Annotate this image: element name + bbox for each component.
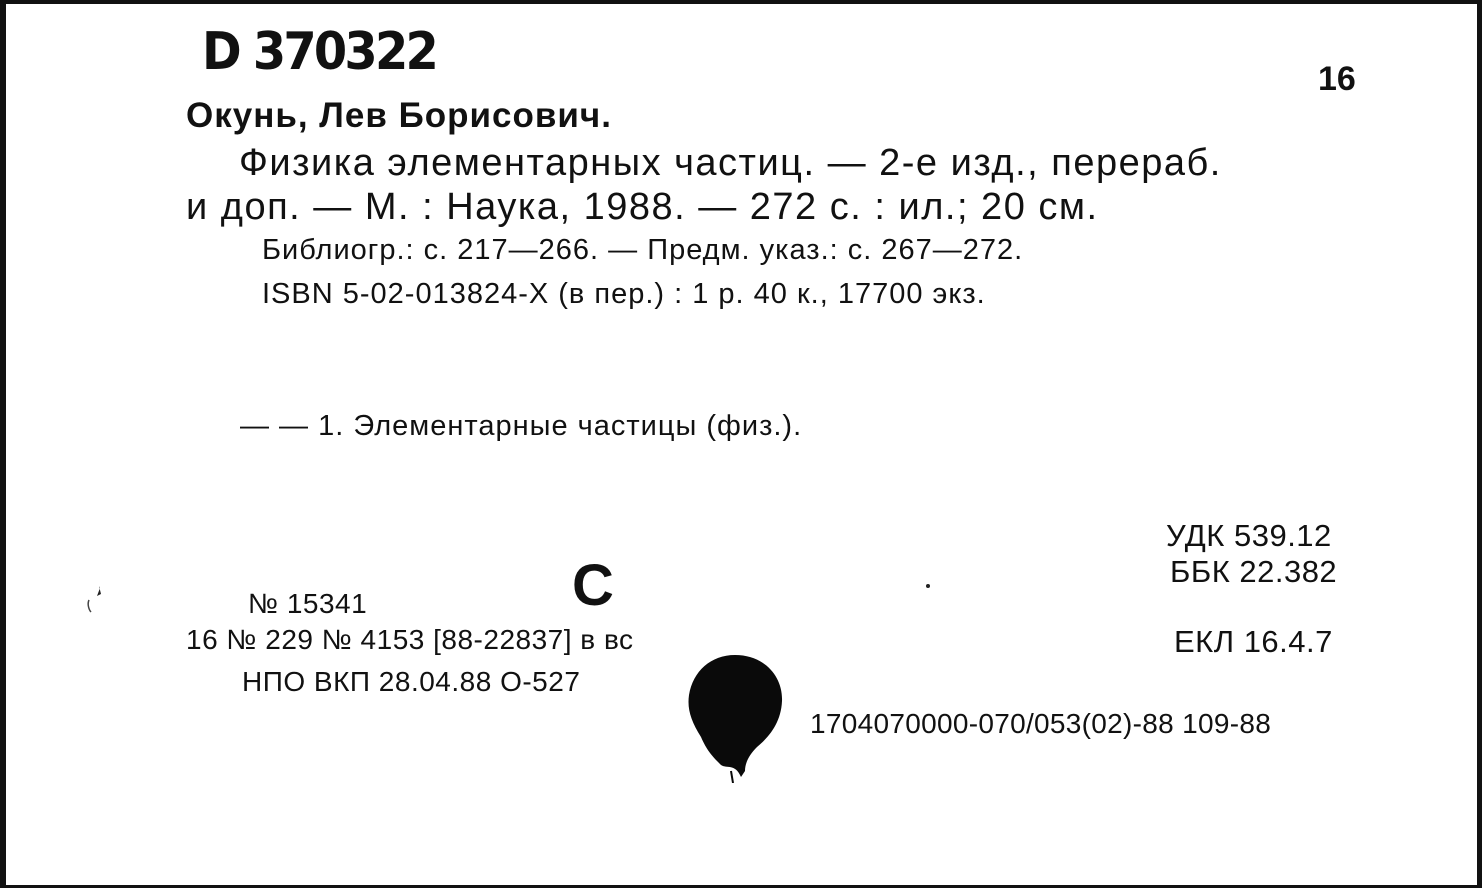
author-heading: Окунь, Лев Борисович. [186,96,612,135]
classification-code: 1704070000-070/053(02)-88 109-88 [810,708,1272,739]
bibliography-note: Библиогр.: с. 217—266. — Предм. указ.: с. 267—272. [262,234,1024,266]
ink-speck-icon [83,584,113,614]
registry-line: 16 № 229 № 4153 [88-22837] в вс [186,624,634,655]
udk-code: УДК 539.12 [1166,518,1332,553]
isbn-line: ISBN 5-02-013824-X (в пер.) : 1 р. 40 к., 17700 экз. [262,278,986,310]
ink-blot-icon [687,653,783,783]
title-line-2: и доп. — М. : Наука, 1988. — 272 с. : ил.; 20 см. [186,186,1099,228]
order-number: № 15341 [248,588,368,619]
corner-number: 16 [1318,60,1356,98]
npo-line: НПО ВКП 28.04.88 О-527 [242,666,581,697]
subject-heading: — — 1. Элементарные частицы (физ.). [240,410,803,442]
title-line-1: Физика элементарных частиц. — 2-е изд., перераб. [239,142,1222,184]
ekl-code: ЕКЛ 16.4.7 [1174,624,1333,659]
bbk-code: ББК 22.382 [1170,554,1338,589]
dust-dot [926,584,930,588]
letter-mark: С [572,553,614,618]
call-number: D 370322 [202,22,437,82]
